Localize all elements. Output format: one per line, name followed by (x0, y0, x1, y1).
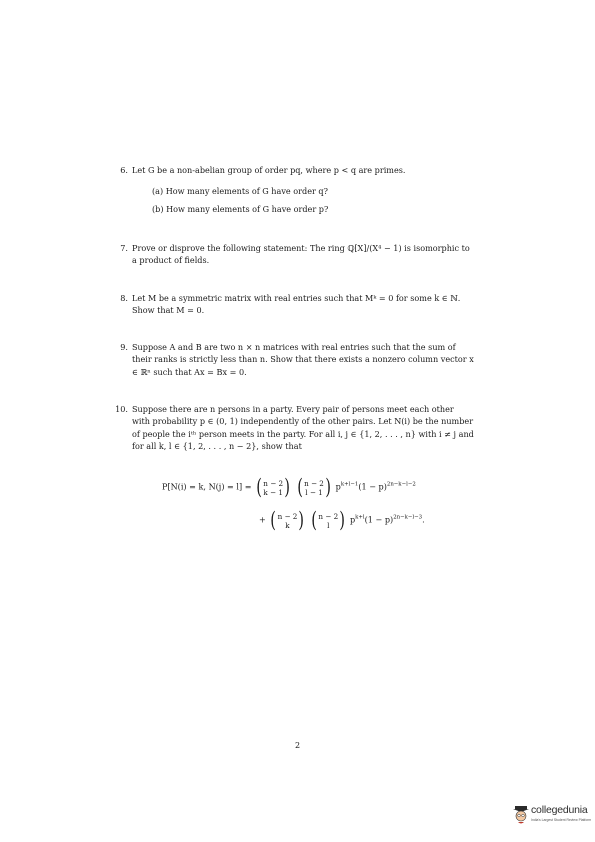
page-number: 2 (294, 741, 301, 750)
question-6-part-b: (b) How many elements of G have order p? (152, 204, 329, 214)
question-number: 8. (120, 293, 128, 303)
question-6 (120, 164, 474, 176)
question-text: Suppose there are n persons in a party. Every pair of persons meet each other with probability p ∈ (0, 1) independently of the other pairs. Let N(i) be the number of people the iᵗʰ person meets in the party. For all i, j ∈ {1, 2, . . . , n} with i ≠ j and for all k, l ∈ {1, 2, . . . , n − 2}, show that (132, 404, 474, 452)
graduate-mascot-icon (513, 805, 529, 825)
question-6-part-a: (a) How many elements of G have order q? (152, 186, 328, 196)
logo-tagline: India's Largest Student Review Platform (531, 818, 592, 822)
question-number: 10. (115, 404, 128, 414)
binomial: ( n − 2 l ) (311, 508, 346, 532)
question-10 (115, 403, 474, 453)
question-number: 9. (120, 342, 128, 352)
logo-wordmark: collegedunia (531, 804, 588, 816)
binomial: ( n − 2 k ) (270, 508, 305, 532)
question-9 (120, 341, 474, 378)
question-number: 7. (120, 243, 128, 253)
question-text: Suppose A and B are two n × n matrices with real entries such that the sum of their ranks is strictly less than n. Show that there exists a nonzero column vector x ∈ ℝⁿ such that Ax = Bx = 0. (132, 342, 474, 377)
equation-line-2: + ( n − 2 k ) ( n − 2 l ) $p^{k+l}(1 - p)^{2n-k-l-3}$. (259, 508, 425, 532)
binomial: ( n − 2 k − 1 ) (256, 475, 291, 499)
question-text: Let M be a symmetric matrix with real entries such that Mᵏ = 0 for some k ∈ ℕ. Show that M = 0. (132, 293, 461, 316)
question-8 (120, 292, 474, 317)
question-number: 6. (120, 165, 128, 175)
question-text: Let G be a non-abelian group of order pq, where p < q are primes. (132, 165, 406, 175)
question-text: Prove or disprove the following statement: The ring ℚ[X]/(X⁴ − 1) is isomorphic to a product of fields. (132, 243, 470, 266)
collegedunia-logo (513, 801, 591, 831)
equation-lhs: P[N(i) = k, N(j) = l] = (162, 481, 252, 492)
question-7 (120, 242, 474, 267)
binomial: ( n − 2 l − 1 ) (297, 475, 331, 499)
equation-line-1: P[N(i) = k, N(j) = l] = ( n − 2 k − 1 ) ( n − 2 l − 1 ) $p^{k+l-1}(1 - p)^{2n-k-l-2}$ (162, 475, 416, 499)
